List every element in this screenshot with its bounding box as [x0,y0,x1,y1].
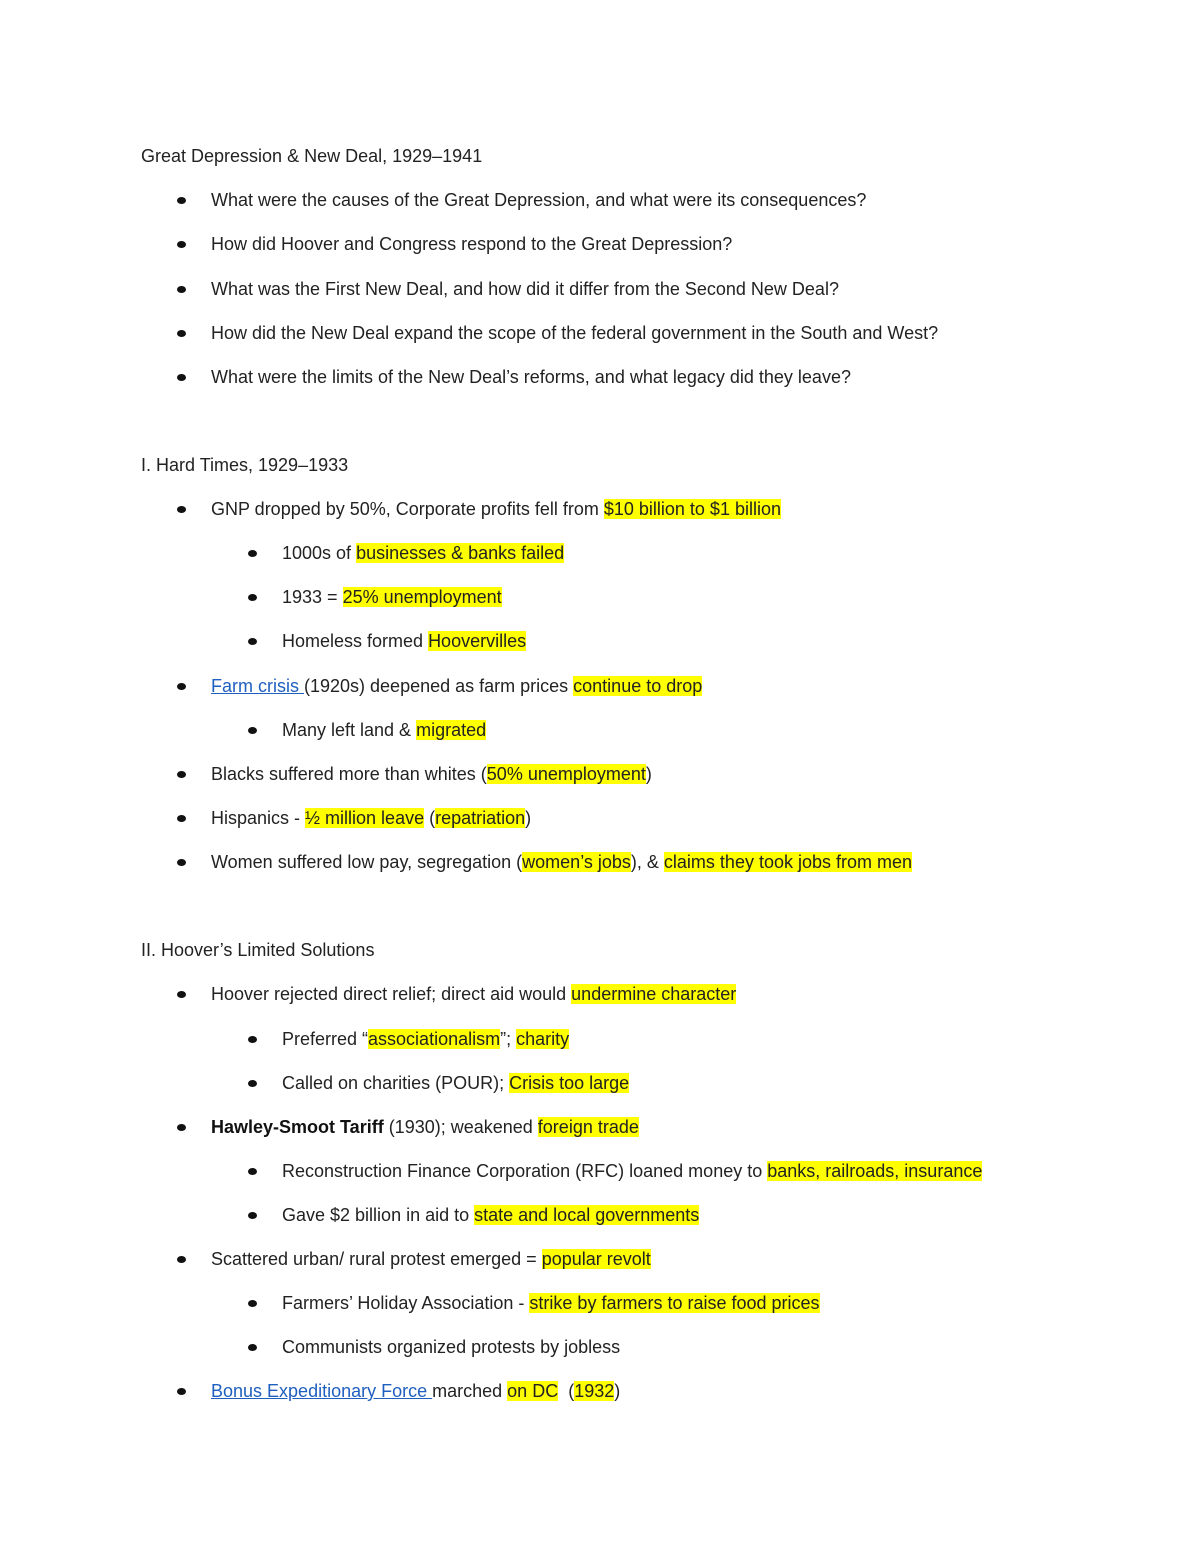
bullet-icon [177,771,186,778]
list-item: Reconstruction Finance Corporation (RFC) loaned money to banks, railroads, insurance [0,1158,1200,1184]
highlight: Hoovervilles [428,631,527,651]
highlight: Crisis too large [509,1073,630,1093]
list-item: Homeless formed Hoovervilles [0,628,1200,654]
list-item: Blacks suffered more than whites (50% unemployment) [0,761,1200,787]
bullet-icon [248,1036,257,1043]
list-item: Many left land & migrated [0,717,1200,743]
list-item: Hoover rejected direct relief; direct aid would undermine character [0,981,1200,1007]
bullet-icon [177,1388,186,1395]
highlight: 25% unemployment [342,587,502,607]
list-item: Scattered urban/ rural protest emerged = popular revolt [0,1246,1200,1272]
list-item: 1000s of businesses & banks failed [0,540,1200,566]
highlight: foreign trade [537,1117,639,1137]
highlight: $10 billion to $1 billion [603,499,781,519]
list-item: Gave $2 billion in aid to state and local governments [0,1202,1200,1228]
highlight: claims they took jobs from men [663,852,913,872]
farm-crisis-link[interactable]: Farm crisis [211,676,304,696]
highlight: 50% unemployment [486,764,646,784]
list-item: What were the limits of the New Deal’s reforms, and what legacy did they leave? [0,364,1200,390]
highlight: businesses & banks failed [356,543,565,563]
bullet-icon [177,1124,186,1131]
bullet-icon [248,1080,257,1087]
highlight: banks, railroads, insurance [767,1161,983,1181]
bullet-icon [248,594,257,601]
bullet-icon [177,330,186,337]
list-item: Farm crisis (1920s) deepened as farm prices continue to drop [0,673,1200,699]
bullet-icon [177,815,186,822]
list-item: Called on charities (POUR); Crisis too large [0,1070,1200,1096]
bullet-icon [177,1256,186,1263]
list-item: What were the causes of the Great Depression, and what were its consequences? [0,187,1200,213]
section-heading: I. Hard Times, 1929–1933 [141,455,349,475]
bold-term: Hawley-Smoot Tariff [211,1117,384,1137]
bullet-icon [177,286,186,293]
highlight: strike by farmers to raise food prices [529,1293,820,1313]
list-item: Farmers’ Holiday Association - strike by farmers to raise food prices [0,1290,1200,1316]
highlight: repatriation [435,808,526,828]
highlight: 1932 [574,1381,615,1401]
list-item: GNP dropped by 50%, Corporate profits fell from $10 billion to $1 billion [0,496,1200,522]
bullet-icon [177,197,186,204]
bullet-icon [248,638,257,645]
list-item: 1933 = 25% unemployment [0,584,1200,610]
list-item: Bonus Expeditionary Force marched on DC (1932) [0,1378,1200,1404]
highlight: popular revolt [541,1249,651,1269]
bullet-icon [248,1344,257,1351]
list-item: Hispanics - ½ million leave (repatriation) [0,805,1200,831]
bullet-icon [248,1168,257,1175]
list-item: Preferred “associationalism”; charity [0,1026,1200,1052]
bullet-icon [177,683,186,690]
list-item: Hawley-Smoot Tariff (1930); weakened foreign trade [0,1114,1200,1140]
highlight: migrated [416,720,487,740]
highlight: on DC [507,1381,559,1401]
bullet-icon [177,241,186,248]
bullet-icon [177,374,186,381]
section-heading: II. Hoover’s Limited Solutions [141,940,375,960]
highlight: women’s jobs [522,852,631,872]
bullet-icon [177,859,186,866]
list-item: How did Hoover and Congress respond to the Great Depression? [0,231,1200,257]
highlight: state and local governments [474,1205,700,1225]
highlight: undermine character [571,984,737,1004]
bullet-icon [248,1300,257,1307]
bonus-army-link[interactable]: Bonus Expeditionary Force [211,1381,433,1401]
highlight: continue to drop [573,676,703,696]
list-item: How did the New Deal expand the scope of the federal government in the South and West? [0,320,1200,346]
list-item: Communists organized protests by jobless [0,1334,1200,1360]
highlight: ½ million leave [305,808,425,828]
bullet-icon [177,991,186,998]
bullet-icon [248,727,257,734]
document-title: Great Depression & New Deal, 1929–1941 [141,146,483,166]
bullet-icon [248,1212,257,1219]
list-item: Women suffered low pay, segregation (women’s jobs), & claims they took jobs from men [0,849,1200,875]
highlight: charity [516,1029,570,1049]
bullet-icon [248,550,257,557]
list-item: What was the First New Deal, and how did it differ from the Second New Deal? [0,276,1200,302]
bullet-icon [177,506,186,513]
highlight: associationalism [368,1029,501,1049]
